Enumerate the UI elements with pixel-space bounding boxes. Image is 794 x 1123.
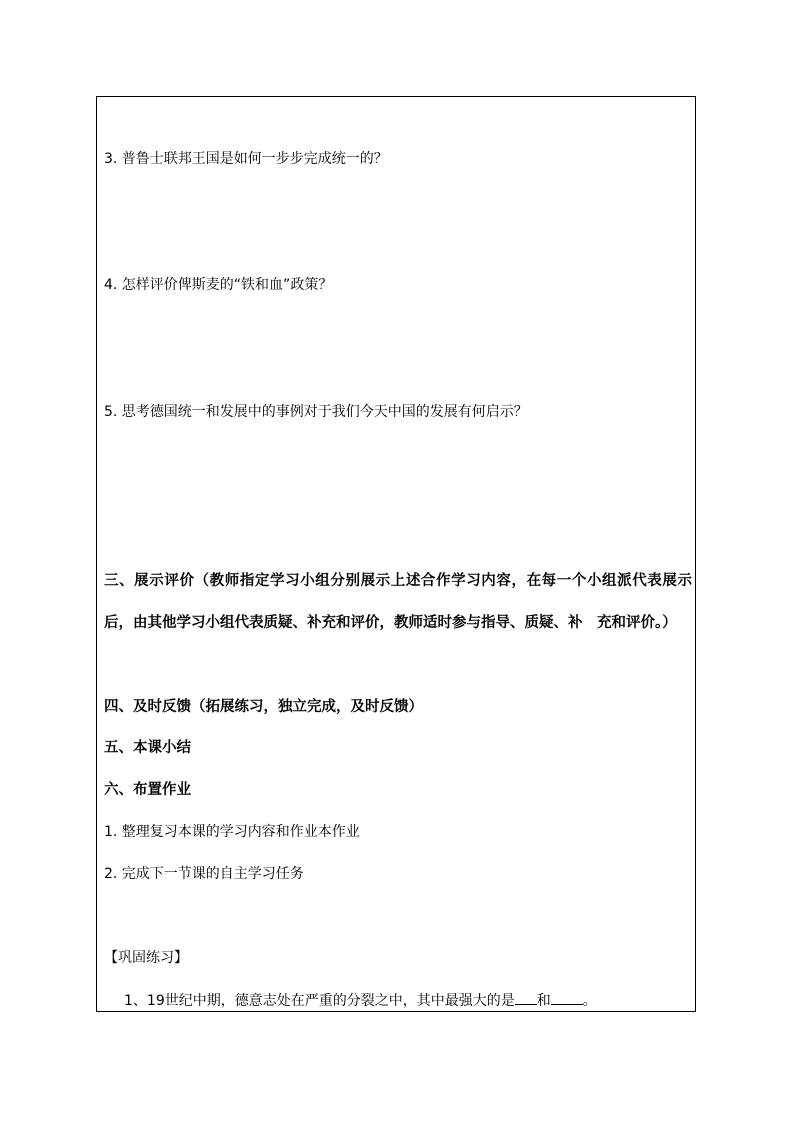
practice-item-1-text: 1、19世纪中期，德意志处在严重的分裂之中，其中最强大的是 — [124, 993, 515, 1009]
section-3-display-evaluation: 三、展示评价（教师指定学习小组分别展示上述合作学习内容，在每一个小组派代表展示后，由其他学习小组代表质疑、补充和评价，教师适时参与指导、质疑、补 充和评价。） — [104, 573, 692, 631]
question-5: 5. 思考德国统一和发展中的事例对于我们今天中国的发展有何启示？ — [104, 404, 528, 420]
homework-item-1: 1. 整理复习本课的学习内容和作业本作业 — [104, 824, 360, 840]
practice-item-1-end: 。 — [582, 993, 597, 1009]
section-6-homework: 六、布置作业 — [104, 782, 191, 798]
practice-item-1-conjunction: 和 — [536, 993, 551, 1009]
question-4: 4. 怎样评价俾斯麦的“铁和血”政策？ — [104, 277, 333, 293]
answer-blank-1[interactable] — [515, 990, 537, 1005]
practice-heading: 【巩固练习】 — [104, 950, 188, 966]
question-3: 3. 普鲁士联邦王国是如何一步步完成统一的？ — [104, 151, 388, 167]
answer-blank-2[interactable] — [551, 990, 583, 1005]
practice-item-1 — [124, 990, 597, 1011]
homework-item-2: 2. 完成下一节课的自主学习任务 — [104, 866, 304, 882]
section-4-feedback: 四、及时反馈（拓展练习，独立完成，及时反馈） — [104, 699, 423, 715]
section-5-summary: 五、本课小结 — [104, 740, 191, 756]
